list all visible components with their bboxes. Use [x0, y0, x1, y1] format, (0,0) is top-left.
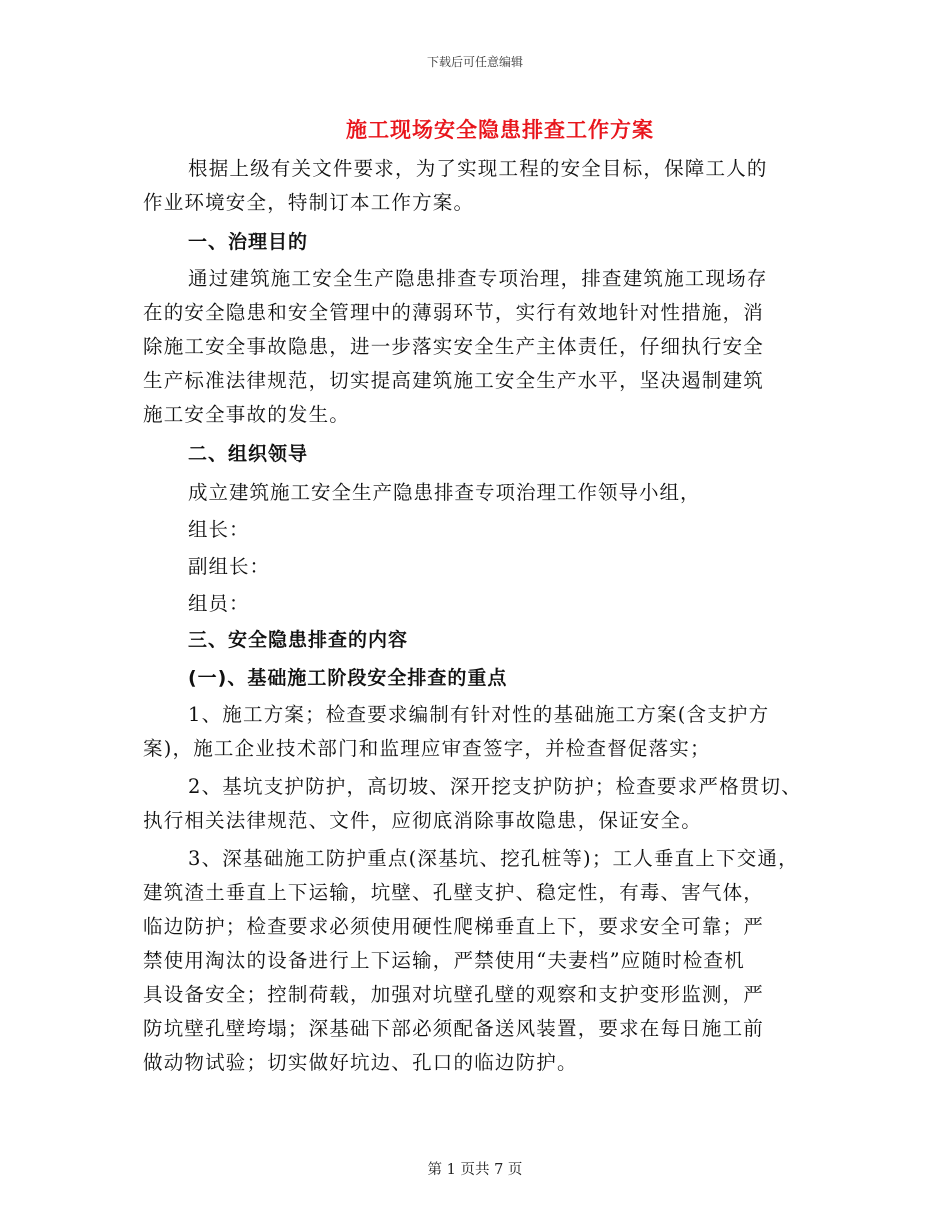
section2-intro: 成立建筑施工安全生产隐患排查专项治理工作领导小组， — [188, 481, 701, 504]
item3-line: 做动物试验；切实做好坑边、孔口的临边防护。 — [143, 1051, 578, 1074]
section3-heading: 三、安全隐患排查的内容 — [188, 629, 409, 651]
item2-line: 2、基坑支护防护，高切坡、深开挖支护防护；检查要求严格贯切、 — [188, 775, 802, 798]
item1-line: 1、施工方案；检查要求编制有针对性的基础施工方案(含支护方 — [188, 703, 770, 726]
document-body — [143, 152, 803, 1084]
item3-line: 防坑壁孔壁垮塌；深基础下部必须配备送风装置，要求在每日施工前 — [143, 1017, 765, 1040]
intro-paragraph — [143, 152, 803, 220]
section1-line: 除施工安全事故隐患，进一步落实安全生产主体责任，仔细执行安全 — [143, 335, 765, 358]
section2-heading: 二、组织领导 — [188, 443, 309, 465]
item2-paragraph — [143, 770, 803, 838]
deputy-label: 副组长： — [188, 555, 271, 578]
page-number: 第 1 页共 7 页 — [427, 1162, 523, 1178]
header-note: 下载后可任意编辑 — [426, 55, 523, 69]
item3-paragraph — [143, 842, 803, 1080]
section1-line: 在的安全隐患和安全管理中的薄弱环节，实行有效地针对性措施，消 — [143, 301, 765, 324]
section1-line: 生产标准法律规范，切实提高建筑施工安全生产水平，坚决遏制建筑 — [143, 369, 765, 392]
item1-line: 案)，施工企业技术部门和监理应审查签字，并检查督促落实； — [143, 737, 711, 760]
intro-line: 作业环境安全，特制订本工作方案。 — [143, 191, 475, 214]
section1-paragraph — [143, 262, 803, 432]
members-label: 组员： — [188, 592, 250, 615]
item3-line: 具设备安全；控制荷载，加强对坑壁孔壁的观察和支护变形监测，严 — [143, 983, 765, 1006]
item2-line: 执行相关法律规范、文件，应彻底消除事故隐患，保证安全。 — [143, 809, 702, 832]
intro-line: 根据上级有关文件要求，为了实现工程的安全目标，保障工人的 — [188, 157, 768, 180]
section1-line: 施工安全事故的发生。 — [143, 403, 351, 426]
leader-label: 组长： — [188, 518, 250, 541]
section3-subheading: (一)、基础施工阶段安全排查的重点 — [188, 667, 508, 689]
item1-paragraph — [143, 698, 803, 766]
item3-line: 临边防护；检查要求必须使用硬性爬梯垂直上下，要求安全可靠；严 — [143, 915, 765, 938]
item3-line: 3、深基础施工防护重点(深基坑、挖孔桩等)；工人垂直上下交通， — [188, 847, 799, 870]
section1-line: 通过建筑施工安全生产隐患排查专项治理，排查建筑施工现场存 — [188, 267, 768, 290]
section1-heading: 一、治理目的 — [188, 231, 309, 253]
item3-line: 禁使用淘汰的设备进行上下运输，严禁使用“夫妻档”应随时检查机 — [143, 949, 745, 972]
document-title: 施工现场安全隐患排查工作方案 — [346, 118, 654, 142]
item3-line: 建筑渣土垂直上下运输，坑壁、孔壁支护、稳定性，有毒、害气体， — [143, 881, 765, 904]
